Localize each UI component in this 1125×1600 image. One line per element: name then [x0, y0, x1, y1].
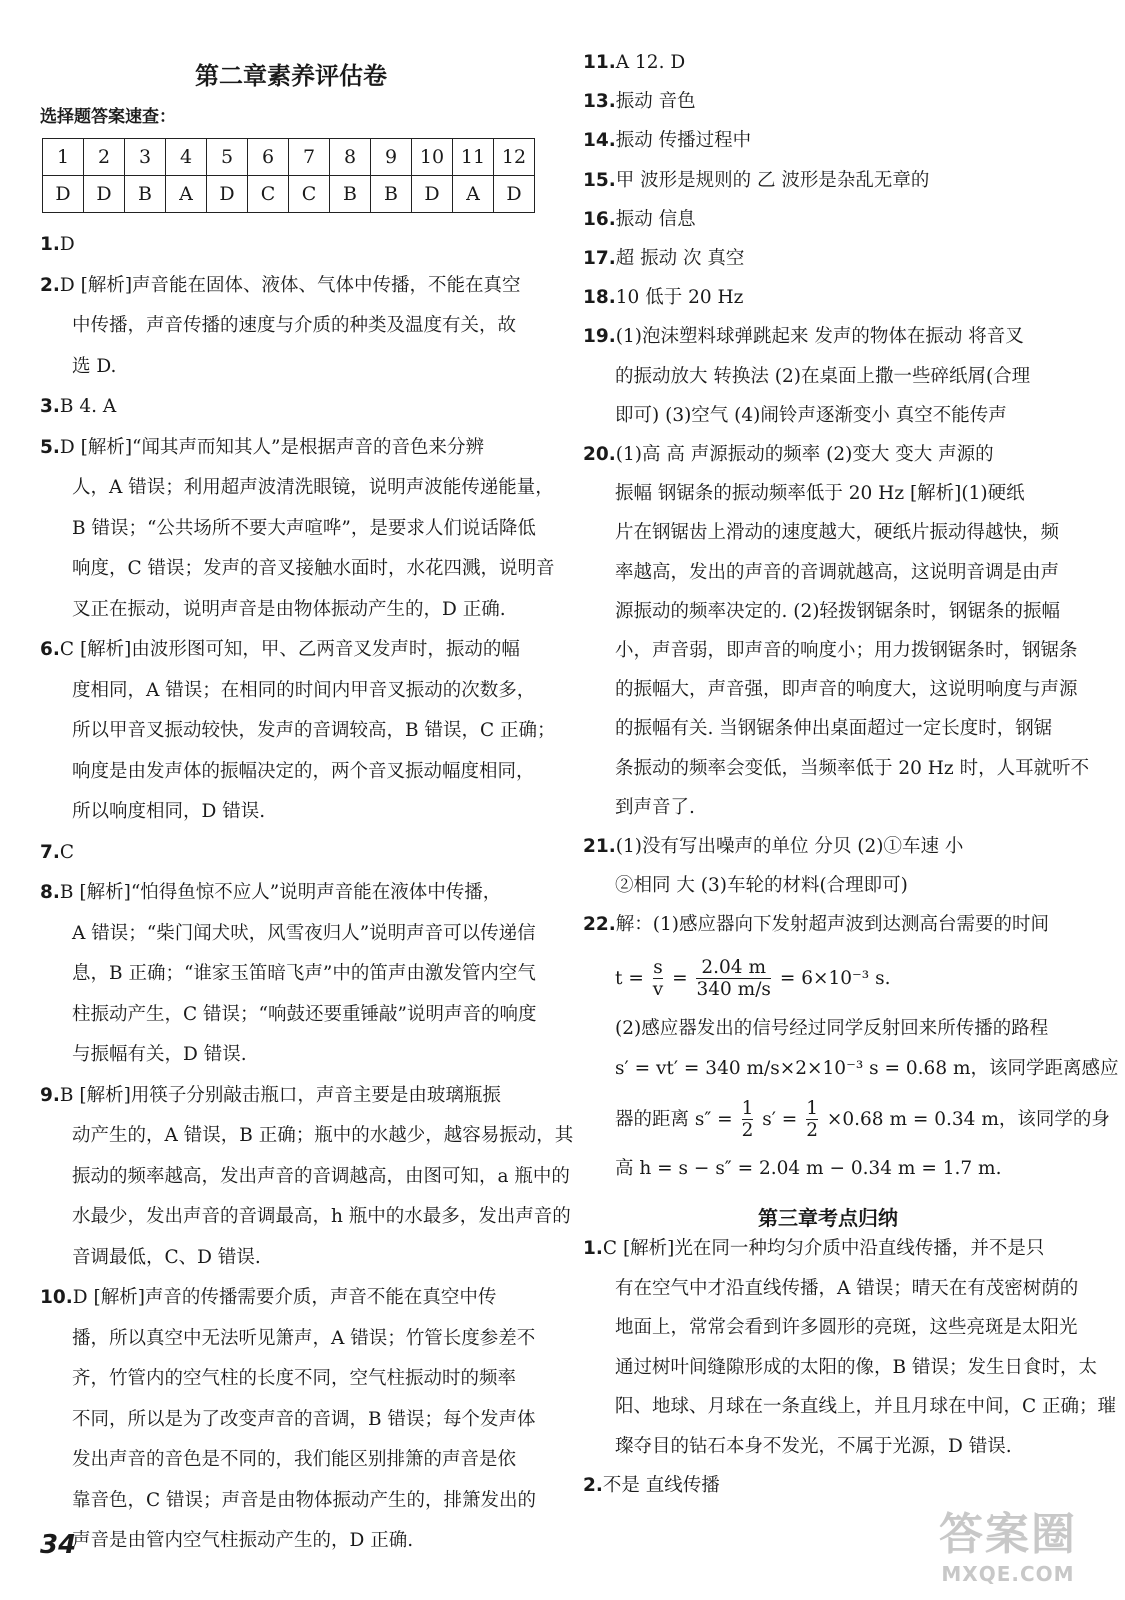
answer-table-number-cell: 9 [371, 139, 412, 176]
answer-item [583, 54, 685, 73]
answer-continuation [72, 560, 555, 579]
answer-item [583, 289, 743, 308]
answer-item [40, 841, 75, 863]
answer-continuation [72, 517, 536, 539]
answer-number: 9. [40, 1084, 60, 1106]
answer-table-answer-cell: D [412, 176, 453, 213]
answer-number: 21. [583, 836, 616, 857]
answer-continuation [615, 681, 1078, 700]
answer-text: 发出声音的音色是不同的，我们能区别排箫的声音是依 [72, 1449, 517, 1470]
answer-table-answer-cell: B [371, 176, 412, 213]
watermark-logo: 答案圈 MXQE.COM [939, 1509, 1077, 1586]
answer-text: 振动 音色 [615, 91, 696, 113]
answer-table-number-cell: 4 [166, 139, 207, 176]
answer-number: 1. [40, 234, 60, 255]
answer-number: 22. [583, 914, 616, 936]
answer-item [583, 250, 744, 269]
answer-number: 5. [40, 436, 60, 458]
path-distance-formula: s′ = vt′ = 340 m/s×2×10⁻³ s = 0.68 m，该同学距离感应 [615, 1058, 1119, 1079]
answer-number: 1. [583, 1238, 603, 1259]
answer-text: C [解析]由波形图可知，甲、乙两音叉发声时，振动的幅 [59, 639, 520, 660]
formula-sensor-distance: 器的距离 s″ = $\frac{1}{2}$ s′ = $\frac{1}{2}$ ×0.68 m = 0.34 m，该同学的身 [615, 1098, 1110, 1142]
answer-text: 的振动放大 转换法 (2)在桌面上撒一些碎纸屑(合理 [615, 365, 1031, 387]
answer-continuation [72, 1165, 570, 1187]
formula-time: t = $\frac{s}{v}$ = $\frac{2.04 m}{340 m/s}$ = 6×10⁻³ s. [615, 957, 891, 1001]
answer-continuation [615, 757, 1090, 779]
answer-item [583, 446, 994, 465]
answer-continuation [615, 877, 908, 896]
answer-text: 响度是由发声体的振幅决定的，两个音叉振动幅度相同， [72, 760, 535, 782]
answer-text: 柱振动产生，C 错误；“响鼓还要重锤敲”说明声音的响度 [72, 1003, 537, 1025]
answer-table-number-cell: 6 [248, 139, 289, 176]
answer-text: 解：(1)感应器向下发射超声波到达测高台需要的时间 [615, 914, 1049, 936]
answer-continuation [615, 1319, 1078, 1338]
answer-text: 播，所以真空中无法听见箫声，A 错误；竹管长度参差不 [72, 1327, 536, 1349]
answer-table-number-cell: 12 [494, 139, 535, 176]
answer-text: 到声音了. [615, 796, 695, 818]
answer-text: A 12. D [615, 52, 686, 73]
answer-text: 选 D. [72, 355, 117, 377]
answer-table-number-cell: 7 [289, 139, 330, 176]
page-number: 34 [40, 1530, 77, 1560]
answer-continuation [72, 1370, 516, 1389]
answer-text: 人，A 错误；利用超声波清洗眼镜，说明声波能传递能量， [72, 477, 554, 498]
answer-continuation [615, 1277, 1079, 1299]
fraction-one-half-a: $\frac{1}{2}$ [741, 1098, 754, 1142]
answer-text: 即可) (3)空气 (4)闹铃声逐渐变小 真空不能传声 [615, 404, 1007, 426]
answer-text: 中传播，声音传播的速度与介质的种类及温度有关，故 [72, 315, 517, 336]
answer-item [583, 132, 751, 151]
answer-number: 13. [583, 91, 616, 113]
answer-table-answer-cell: C [248, 176, 289, 213]
answer-continuation [615, 524, 1059, 543]
answer-number: 10. [40, 1287, 73, 1308]
answer-text: B [解析]用筷子分别敲击瓶口，声音主要是由玻璃瓶振 [59, 1084, 501, 1106]
answer-item [583, 169, 930, 191]
fraction-one-half-b: $\frac{1}{2}$ [806, 1098, 818, 1142]
answer-continuation [72, 355, 117, 377]
answer-table-answer-cell: D [84, 176, 125, 213]
answer-text: D [解析]声音能在固体、液体、气体中传播，不能在真空 [59, 274, 521, 296]
answer-table-number-cell: 1 [43, 139, 84, 176]
answer-continuation [615, 561, 1060, 583]
answer-text: 地面上，常常会看到许多圆形的亮斑，这些亮斑是太阳光 [615, 1317, 1078, 1338]
answer-table-number-cell: 11 [453, 139, 494, 176]
answer-table-answer-cell: B [330, 176, 371, 213]
answer-continuation [72, 1003, 537, 1025]
answer-text: 不是 直线传播 [602, 1475, 720, 1496]
answer-continuation [615, 600, 1060, 622]
answer-continuation [72, 760, 535, 782]
answer-continuation [72, 1127, 573, 1146]
answer-table-answer-row [43, 176, 535, 213]
answer-text: C [59, 841, 75, 863]
fraction-distance-over-speed: $\frac{2.04 m}{340 m/s}$ [696, 957, 771, 1001]
answer-continuation [615, 365, 1031, 387]
answer-item [40, 436, 484, 458]
answer-text: B 4. A [59, 396, 117, 417]
answer-continuation [72, 1327, 536, 1349]
answer-text: 的振幅大，声音强，即声音的响度大，这说明响度与声源 [615, 679, 1078, 701]
answer-continuation [615, 404, 1007, 426]
answer-text: 条振动的频率会变低，当频率低于 20 Hz 时，人耳就听不 [615, 757, 1090, 779]
answer-number: 19. [583, 326, 616, 348]
answer-text: 息，B 正确；“谁家玉笛暗飞声”中的笛声由激发管内空气 [72, 963, 536, 984]
answer-number: 11. [583, 52, 616, 73]
answer-text: 的振幅有关. 当钢锯条伸出桌面超过一定长度时，钢锯 [615, 718, 1053, 740]
answer-item [583, 328, 1024, 347]
answer-continuation [615, 796, 695, 818]
answer-table-number-cell: 2 [84, 139, 125, 176]
answer-item [40, 1289, 496, 1308]
answer-number: 3. [40, 396, 60, 417]
answer-item [583, 208, 696, 230]
answer-text: 超 振动 次 真空 [615, 248, 745, 269]
answer-table [42, 138, 535, 213]
path-distance-line: (2)感应器发出的信号经过同学反射回来所传播的路程 [615, 1018, 1049, 1039]
answer-text: 小，声音弱，即声音的响度小；用力拨钢锯条时，钢锯条 [615, 640, 1078, 661]
answer-continuation [72, 479, 554, 498]
answer-text: 振动 信息 [615, 208, 696, 230]
answer-continuation [72, 1046, 247, 1065]
answer-item [40, 1084, 501, 1106]
answer-continuation [72, 1489, 537, 1511]
answer-text: 与振幅有关，D 错误. [72, 1044, 247, 1065]
answer-text: 音调最低，C、D 错误. [72, 1246, 261, 1268]
answer-item [40, 236, 75, 255]
answer-text: 有在空气中才沿直线传播，A 错误；晴天在有茂密树荫的 [615, 1277, 1079, 1299]
answer-text: 齐，竹管内的空气柱的长度不同，空气柱振动时的频率 [72, 1368, 517, 1389]
chapter-three-title: 第三章考点归纳 [758, 1206, 898, 1230]
answer-text: (1)没有写出噪声的单位 分贝 (2)①车速 小 [615, 836, 964, 857]
answer-number: 2. [40, 274, 60, 296]
answer-text: B [解析]“怕得鱼惊不应人”说明声音能在液体中传播， [59, 882, 502, 903]
answer-text: 水最少，发出声音的音调最高，h 瓶中的水最多，发出声音的 [72, 1206, 571, 1227]
answer-number: 17. [583, 248, 616, 269]
answer-continuation [72, 965, 536, 984]
answer-continuation [72, 1208, 571, 1227]
answer-number: 14. [583, 130, 616, 152]
answer-table-answer-cell: B [125, 176, 166, 213]
answer-continuation [72, 1451, 516, 1470]
answer-text: 声音是由管内空气柱振动产生的，D 正确. [72, 1530, 414, 1551]
answer-text: ②相同 大 (3)车轮的材料(合理即可) [615, 875, 908, 897]
answer-text: D [解析]声音的传播需要介质，声音不能在真空中传 [72, 1287, 497, 1308]
fraction-s-over-v: $\frac{s}{v}$ [652, 957, 664, 1001]
chapter-two-title: 第二章素养评估卷 [195, 62, 387, 90]
answer-text: 阳、地球、月球在一条直线上，并且月球在中间，C 正确；璀 [615, 1396, 1117, 1417]
answer-item [40, 398, 116, 417]
answer-item [583, 1240, 1044, 1259]
answer-text: 动产生的，A 错误，B 正确；瓶中的水越少，越容易振动，其 [72, 1125, 574, 1146]
answer-continuation [72, 1532, 413, 1551]
answer-item [583, 93, 696, 112]
answer-text: 所以响度相同，D 错误. [72, 801, 266, 822]
answer-table-answer-cell: D [207, 176, 248, 213]
answer-item [583, 1477, 720, 1496]
answer-number: 15. [583, 169, 616, 191]
answer-table-answer-cell: D [43, 176, 84, 213]
answer-text: 率越高，发出的声音的音调就越高，这说明音调是由声 [615, 561, 1060, 583]
answer-text: D [59, 234, 75, 255]
answer-continuation [72, 1246, 261, 1268]
answer-continuation [615, 1398, 1116, 1417]
answer-continuation [72, 722, 556, 741]
answer-number: 6. [40, 639, 60, 660]
answer-text: 叉正在振动，说明声音是由物体振动产生的，D 正确. [72, 598, 506, 620]
answer-continuation [72, 922, 536, 944]
answer-continuation [615, 485, 1025, 504]
answer-number: 20. [583, 444, 616, 465]
answer-table-number-row [43, 139, 535, 176]
answer-continuation [615, 1356, 1097, 1378]
answer-text: 所以甲音叉振动较快，发声的音调较高，B 错误，C 正确； [72, 720, 556, 741]
answer-continuation [615, 720, 1052, 739]
answer-continuation [72, 679, 536, 701]
answer-text: (1)泡沫塑料球弹跳起来 发声的物体在振动 将音叉 [615, 326, 1024, 348]
answer-text: 片在钢锯齿上滑动的速度越大，硬纸片振动得越快，频 [615, 522, 1060, 544]
answer-text: 璨夺目的钻石本身不发光，不属于光源，D 错误. [615, 1435, 1012, 1457]
height-formula: 高 h = s − s″ = 2.04 m − 0.34 m = 1.7 m. [615, 1158, 1002, 1179]
answer-number: 7. [40, 841, 60, 863]
answer-quick-check-heading: 选择题答案速查： [40, 107, 176, 127]
answer-text: 响度，C 错误；发声的音叉接触水面时，水花四溅，说明音 [72, 558, 555, 579]
answer-table-number-cell: 8 [330, 139, 371, 176]
answer-text: C [解析]光在同一种均匀介质中沿直线传播，并不是只 [602, 1238, 1045, 1259]
answer-number: 2. [583, 1475, 603, 1496]
answer-text: (1)高 高 声源振动的频率 (2)变大 变大 声源的 [615, 444, 994, 465]
answer-item [583, 838, 963, 857]
answer-table-number-cell: 10 [412, 139, 453, 176]
answer-text: 振动 传播过程中 [615, 130, 752, 152]
answer-text: 靠音色，C 错误；声音是由物体振动产生的，排箫发出的 [72, 1489, 537, 1511]
answer-number: 8. [40, 882, 60, 903]
answer-table-answer-cell: A [453, 176, 494, 213]
answer-item [40, 884, 501, 903]
answer-continuation [72, 1408, 536, 1430]
answer-text: 10 低于 20 Hz [615, 287, 744, 309]
answer-number: 18. [583, 287, 616, 309]
answer-text: B 错误；“公共场所不要大声喧哗”，是要求人们说话降低 [72, 517, 536, 539]
answer-text: 通过树叶间缝隙形成的太阳的像，B 错误；发生日食时，太 [615, 1356, 1097, 1378]
answer-text: D [解析]“闻其声而知其人”是根据声音的音色来分辨 [59, 436, 484, 458]
answer-text: 振动的频率越高，发出声音的音调越高，由图可知，a 瓶中的 [72, 1165, 570, 1187]
answer-number: 16. [583, 208, 616, 230]
answer-continuation [72, 317, 516, 336]
answer-text: 源振动的频率决定的. (2)轻拨钢锯条时，钢锯条的振幅 [615, 600, 1060, 622]
answer-item [40, 274, 521, 296]
answer-table-number-cell: 5 [207, 139, 248, 176]
answer-table-answer-cell: D [494, 176, 535, 213]
answer-table-answer-cell: A [166, 176, 207, 213]
answer-text: 振幅 钢锯条的振动频率低于 20 Hz [解析](1)硬纸 [615, 483, 1025, 505]
answer-text: 甲 波形是规则的 乙 波形是杂乱无章的 [615, 169, 930, 191]
answer-text: 度相同，A 错误；在相同的时间内甲音叉振动的次数多， [72, 679, 536, 701]
answer-continuation [72, 803, 265, 822]
answer-text: 不同，所以是为了改变声音的音调，B 错误；每个发声体 [72, 1408, 536, 1430]
answer-continuation [72, 598, 506, 620]
answer-continuation [615, 1435, 1012, 1457]
answer-item [583, 916, 1049, 935]
answer-table-answer-cell: C [289, 176, 330, 213]
answer-table-number-cell: 3 [125, 139, 166, 176]
answer-text: A 错误；“柴门闻犬吠，风雪夜归人”说明声音可以传递信 [72, 922, 536, 944]
answer-continuation [615, 642, 1078, 661]
answer-item [40, 641, 520, 660]
